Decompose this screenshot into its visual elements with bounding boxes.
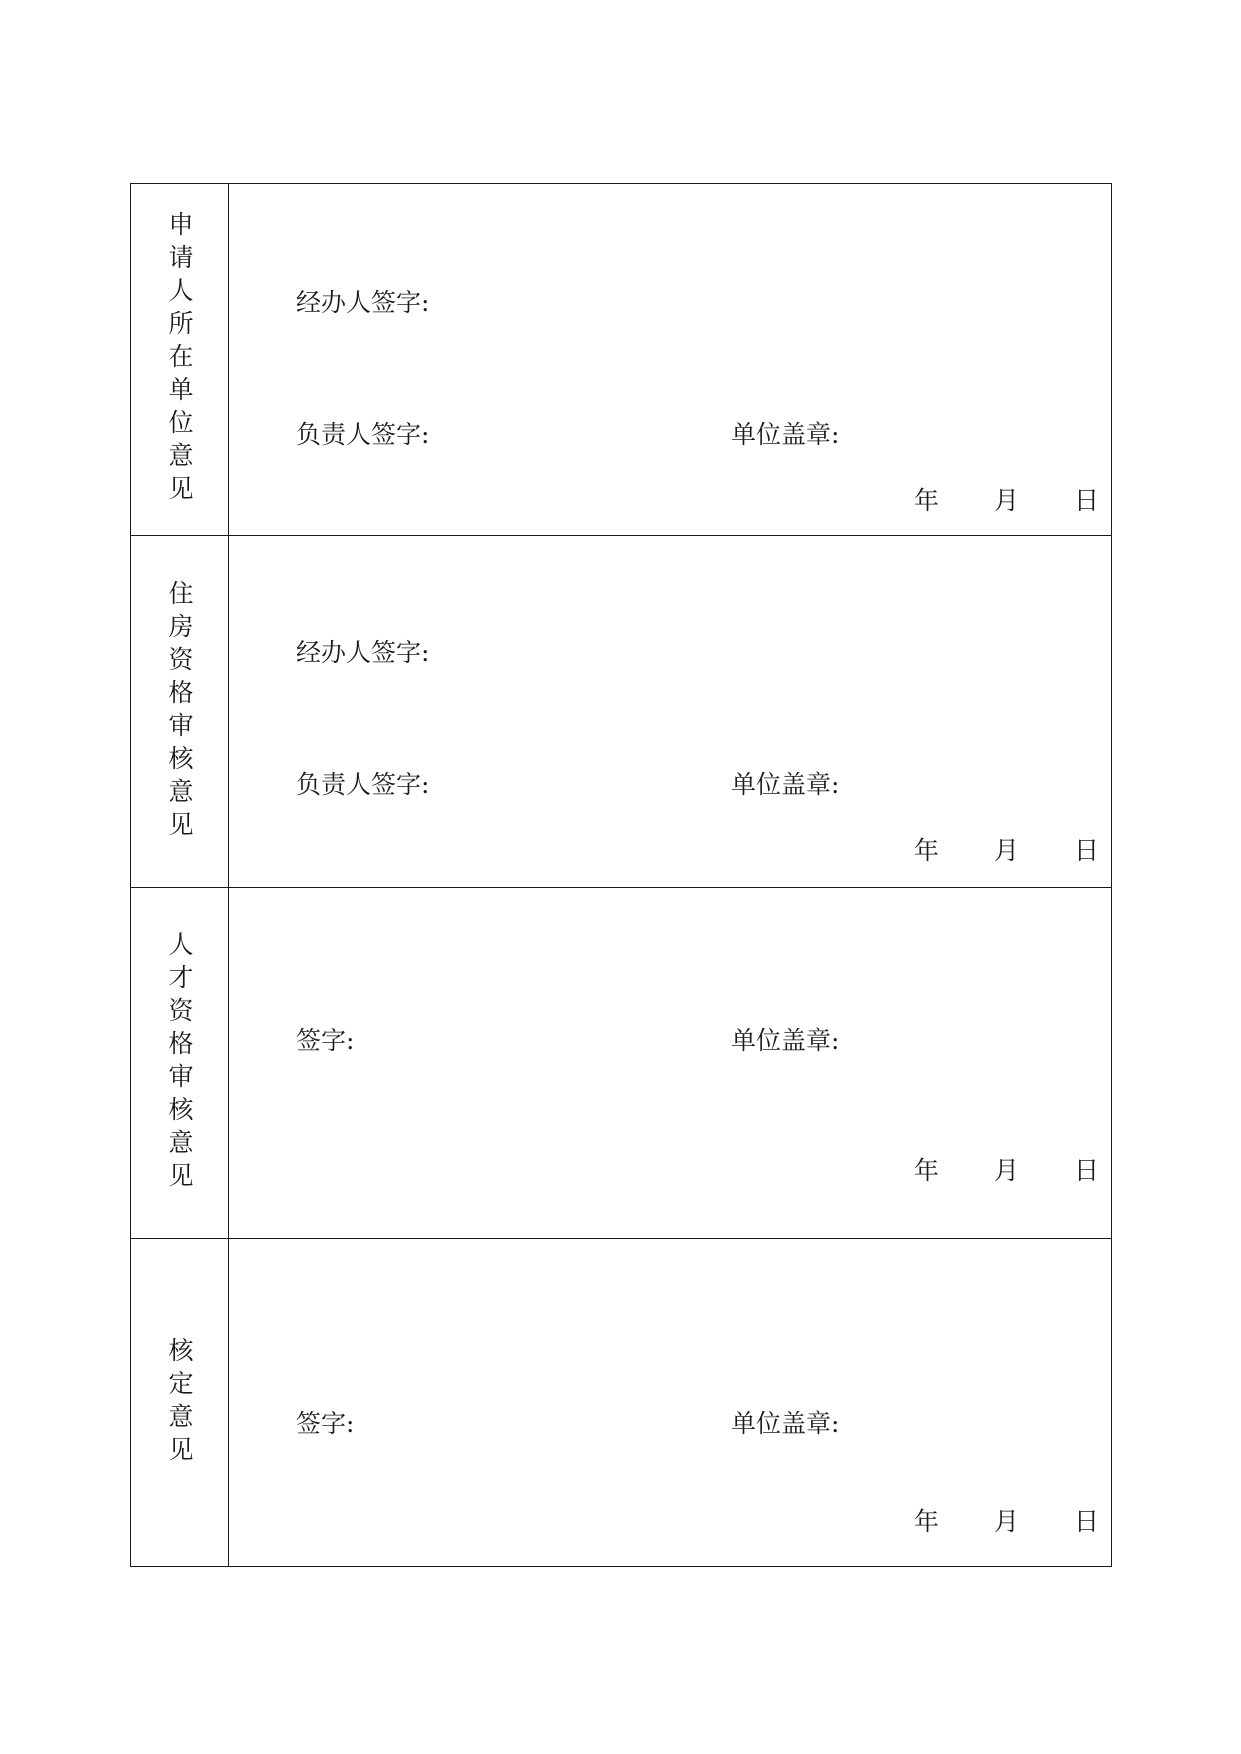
date-year[interactable]: 年 — [914, 486, 940, 515]
section-label: 人才资格审核意见 — [165, 931, 194, 1195]
unit-seal-field[interactable]: 单位盖章: — [731, 1026, 840, 1055]
section-talent-qualification-opinion — [131, 887, 1111, 1238]
date-year[interactable]: 年 — [914, 836, 940, 865]
section-label: 申请人所在单位意见 — [165, 211, 194, 508]
approval-form-table — [130, 183, 1112, 1567]
date-day[interactable]: 日 — [1074, 1507, 1100, 1536]
section-final-approval-opinion — [131, 1238, 1111, 1566]
handler-signature-field[interactable]: 经办人签字: — [296, 288, 430, 317]
date-month[interactable]: 月 — [994, 836, 1020, 865]
section-label: 核定意见 — [165, 1336, 194, 1469]
date-month[interactable]: 月 — [994, 1507, 1020, 1536]
signature-field[interactable]: 签字: — [296, 1026, 355, 1055]
date-month[interactable]: 月 — [994, 1156, 1020, 1185]
section-applicant-unit-opinion — [131, 184, 1111, 535]
date-day[interactable]: 日 — [1074, 836, 1100, 865]
date-day[interactable]: 日 — [1074, 1156, 1100, 1185]
unit-seal-field[interactable]: 单位盖章: — [731, 770, 840, 799]
date-year[interactable]: 年 — [914, 1507, 940, 1536]
leader-signature-field[interactable]: 负责人签字: — [296, 770, 430, 799]
date-day[interactable]: 日 — [1074, 486, 1100, 515]
section-label-cell — [131, 536, 229, 887]
section-housing-qualification-opinion — [131, 535, 1111, 887]
section-label-cell — [131, 888, 229, 1238]
section-label-cell — [131, 184, 229, 535]
date-month[interactable]: 月 — [994, 486, 1020, 515]
signature-field[interactable]: 签字: — [296, 1409, 355, 1438]
section-label-cell — [131, 1239, 229, 1566]
handler-signature-field[interactable]: 经办人签字: — [296, 638, 430, 667]
unit-seal-field[interactable]: 单位盖章: — [731, 420, 840, 449]
section-label: 住房资格审核意见 — [165, 579, 194, 844]
date-year[interactable]: 年 — [914, 1156, 940, 1185]
unit-seal-field[interactable]: 单位盖章: — [731, 1409, 840, 1438]
leader-signature-field[interactable]: 负责人签字: — [296, 420, 430, 449]
